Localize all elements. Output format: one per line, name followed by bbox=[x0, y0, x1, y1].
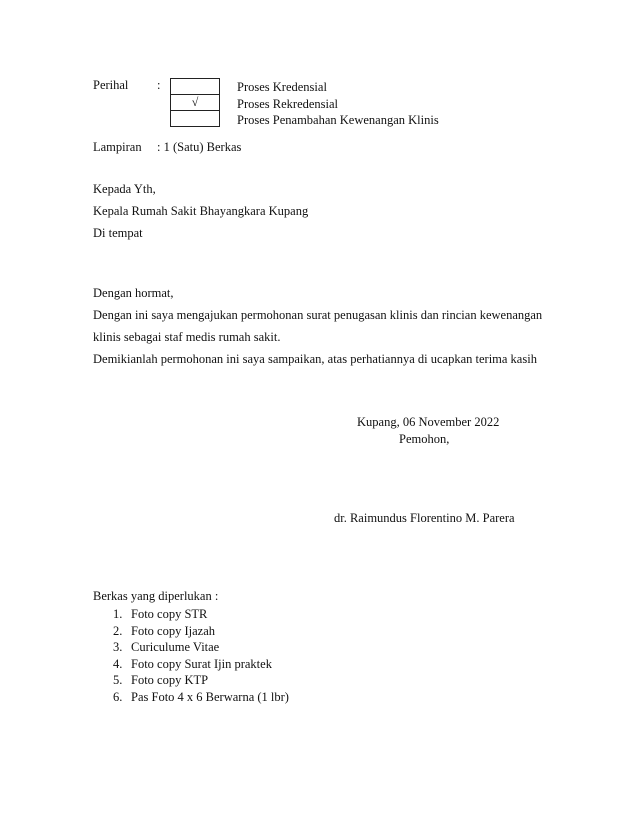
list-item-text: Foto copy Ijazah bbox=[131, 623, 216, 638]
lampiran-value: : 1 (Satu) Berkas bbox=[157, 140, 242, 154]
list-item bbox=[113, 656, 289, 673]
list-item bbox=[113, 623, 289, 640]
list-item-number: 1. bbox=[113, 607, 123, 621]
signer-name: dr. Raimundus Florentino M. Parera bbox=[334, 511, 515, 525]
option-penambahan-kewenangan: Proses Penambahan Kewenangan Klinis bbox=[237, 113, 439, 127]
body-paragraph-1-line-2: klinis sebagai staf medis rumah sakit. bbox=[93, 330, 281, 344]
lampiran-label: Lampiran bbox=[93, 140, 142, 154]
list-item bbox=[113, 689, 289, 706]
option-rekredensial: Proses Rekredensial bbox=[237, 96, 339, 111]
perihal-options bbox=[237, 79, 439, 129]
list-item-text: Curiculume Vitae bbox=[131, 640, 220, 655]
perihal-label: Perihal bbox=[93, 78, 129, 92]
body-paragraph-2: Demikianlah permohonan ini saya sampaikan, atas perhatiannya di ucapkan terima kasih bbox=[93, 352, 537, 366]
checkbox-penambahan-kewenangan bbox=[171, 111, 220, 127]
list-item-number: 6. bbox=[113, 689, 123, 704]
list-item-text: Foto copy STR bbox=[131, 607, 208, 621]
recipient-location: Di tempat bbox=[93, 226, 143, 240]
list-item-number: 4. bbox=[113, 656, 123, 671]
recipient-name: Kepala Rumah Sakit Bhayangkara Kupang bbox=[93, 204, 309, 218]
perihal-colon: : bbox=[157, 78, 161, 92]
greeting: Dengan hormat, bbox=[93, 286, 174, 300]
list-item bbox=[113, 639, 289, 656]
requirements-title: Berkas yang diperlukan : bbox=[93, 589, 219, 603]
requirements-list bbox=[113, 606, 289, 706]
place-date: Kupang, 06 November 2022 bbox=[357, 415, 500, 429]
list-item-number: 3. bbox=[113, 640, 123, 655]
checkbox-kredensial bbox=[171, 79, 220, 95]
body-paragraph-1-line-1: Dengan ini saya mengajukan permohonan surat penugasan klinis dan rincian kewenangan bbox=[93, 308, 543, 322]
option-kredensial: Proses Kredensial bbox=[237, 80, 327, 94]
list-item-text: Pas Foto 4 x 6 Berwarna (1 lbr) bbox=[131, 689, 289, 704]
list-item-number: 5. bbox=[113, 673, 123, 688]
perihal-checkbox-table bbox=[170, 78, 220, 127]
checkbox-rekredensial: √ bbox=[171, 95, 220, 111]
list-item bbox=[113, 606, 289, 623]
list-item bbox=[113, 672, 289, 689]
signer-role: Pemohon, bbox=[399, 432, 450, 446]
list-item-number: 2. bbox=[113, 623, 123, 638]
list-item-text: Foto copy KTP bbox=[131, 673, 209, 688]
list-item-text: Foto copy Surat Ijin praktek bbox=[131, 656, 272, 671]
recipient-salutation: Kepada Yth, bbox=[93, 182, 156, 196]
